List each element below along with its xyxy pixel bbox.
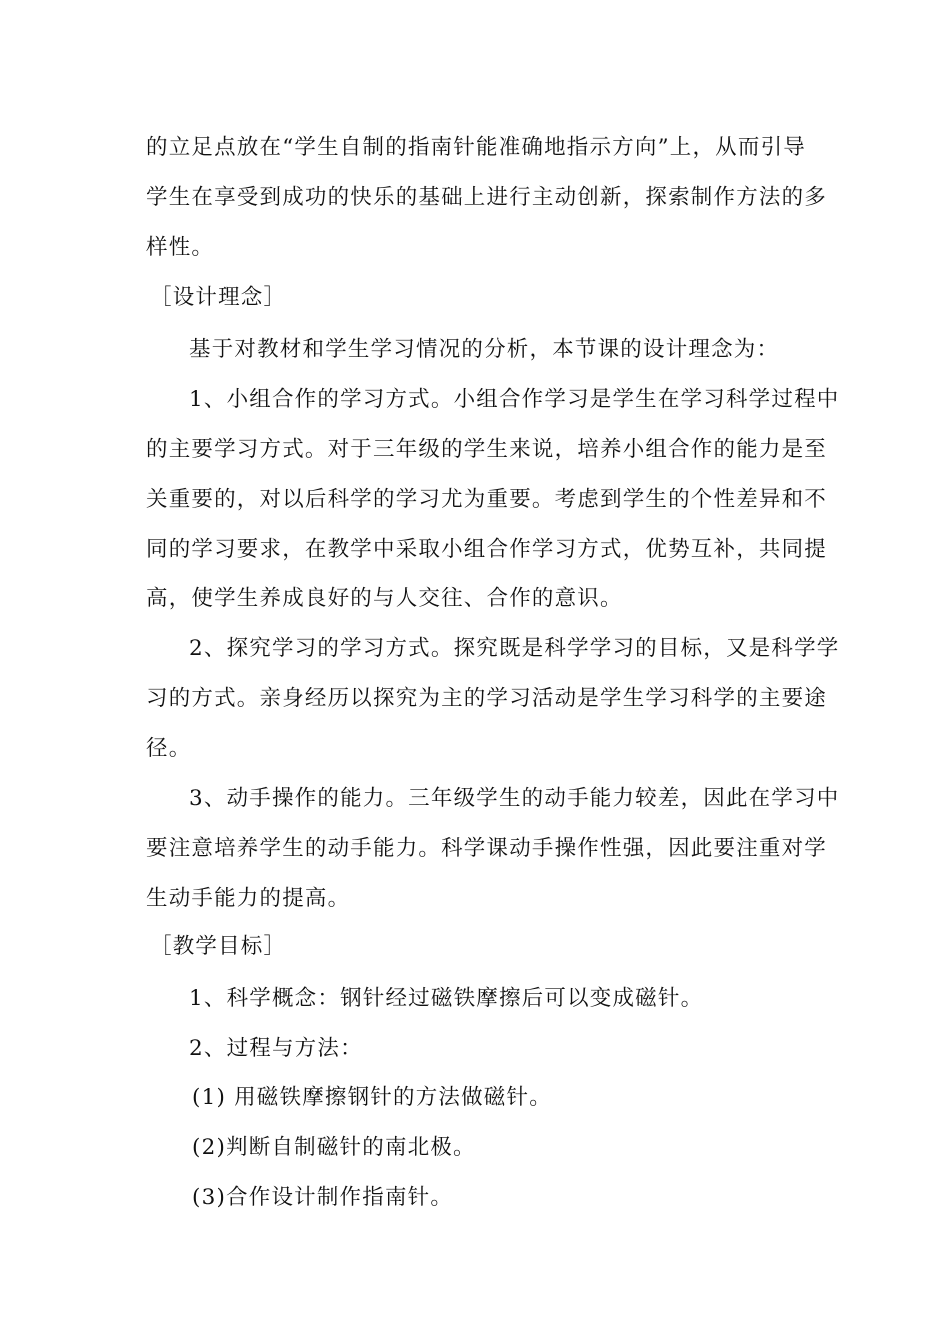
- item1-line-3: 关重要的，对以后科学的学习尤为重要。考虑到学生的个性差异和不: [146, 487, 828, 512]
- item1-line-4: 同的学习要求，在教学中采取小组合作学习方式，优势互补，共同提: [146, 537, 828, 562]
- intro-line-1: 的立足点放在“学生自制的指南针能准确地指示方向”上，从而引导: [146, 135, 806, 160]
- design-heading: ［设计理念］: [150, 285, 287, 310]
- item3-line-3: 生动手能力的提高。: [146, 886, 351, 911]
- item3-line-1: 3、动手操作的能力。三年级学生的动手能力较差，因此在学习中: [189, 786, 840, 811]
- item2-line-3: 径。: [146, 736, 192, 761]
- item2-line-1: 2、探究学习的学习方式。探究既是科学学习的目标，又是科学学: [189, 636, 840, 661]
- item3-line-2: 要注意培养学生的动手能力。科学课动手操作性强，因此要注重对学: [146, 836, 828, 861]
- goal-2-item-3: (3)合作设计制作指南针。: [192, 1185, 454, 1210]
- item1-line-1: 1、小组合作的学习方式。小组合作学习是学生在学习科学过程中: [189, 387, 840, 412]
- intro-line-2: 学生在享受到成功的快乐的基础上进行主动创新，探索制作方法的多: [146, 185, 828, 210]
- item1-line-2: 的主要学习方式。对于三年级的学生来说，培养小组合作的能力是至: [146, 437, 828, 462]
- goal-2-item-2: (2)判断自制磁针的南北极。: [192, 1135, 476, 1160]
- item1-line-5: 高，使学生养成良好的与人交往、合作的意识。: [146, 586, 623, 611]
- goal-2: 2、过程与方法：: [189, 1036, 363, 1061]
- item2-line-2: 习的方式。亲身经历以探究为主的学习活动是学生学习科学的主要途: [146, 686, 828, 711]
- goals-heading: ［教学目标］: [150, 934, 287, 959]
- goal-1: 1、科学概念：钢针经过磁铁摩擦后可以变成磁针。: [189, 986, 704, 1011]
- goal-2-item-1: (1) 用磁铁摩擦钢针的方法做磁针。: [192, 1085, 552, 1110]
- intro-line-3: 样性。: [146, 235, 215, 260]
- design-intro: 基于对教材和学生学习情况的分析，本节课的设计理念为：: [189, 337, 780, 362]
